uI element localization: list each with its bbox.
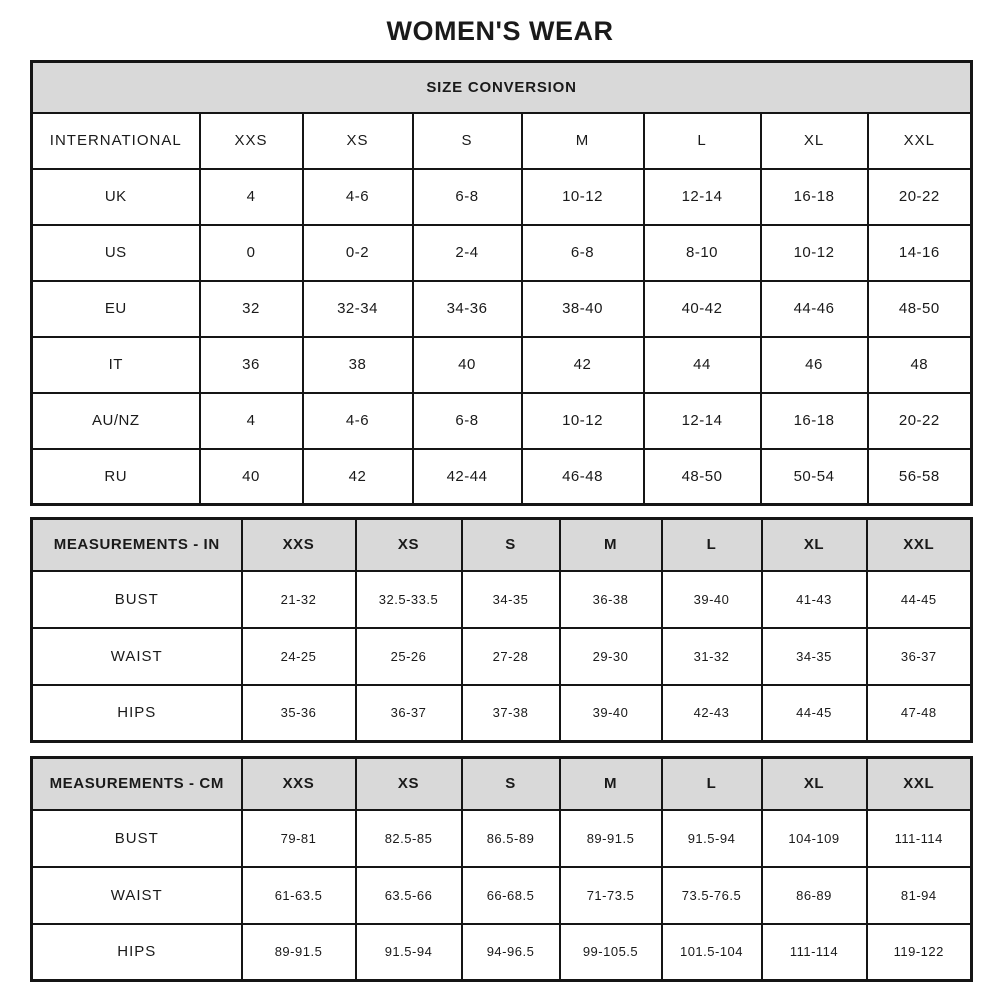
value-cell: 12-14 xyxy=(644,393,761,449)
value-cell: 4-6 xyxy=(303,393,413,449)
value-cell: 6-8 xyxy=(413,393,522,449)
size-header-cell: XXS xyxy=(200,113,303,169)
value-cell: 6-8 xyxy=(522,225,644,281)
value-cell: 0-2 xyxy=(303,225,413,281)
row-label-cell: US xyxy=(32,225,200,281)
size-conversion-banner-row xyxy=(32,62,972,113)
value-cell: 46-48 xyxy=(522,449,644,505)
value-cell: 10-12 xyxy=(522,393,644,449)
value-cell: 119-122 xyxy=(867,924,972,981)
value-cell: 82.5-85 xyxy=(356,810,462,867)
value-cell: 20-22 xyxy=(868,393,972,449)
row-label-cell: BUST xyxy=(32,810,242,867)
table-row xyxy=(32,924,972,981)
row-label-cell: WAIST xyxy=(32,867,242,924)
value-cell: 4 xyxy=(200,393,303,449)
size-header-cell: XXS xyxy=(242,758,356,810)
measurements-cm-body xyxy=(32,810,972,981)
value-cell: 24-25 xyxy=(242,628,356,685)
size-header-cell: M xyxy=(522,113,644,169)
row-label-cell: BUST xyxy=(32,571,242,628)
value-cell: 44-45 xyxy=(762,685,867,742)
size-conversion-table xyxy=(30,60,973,506)
value-cell: 34-36 xyxy=(413,281,522,337)
measurements-in-table xyxy=(30,517,973,743)
value-cell: 27-28 xyxy=(462,628,560,685)
value-cell: 36-37 xyxy=(867,628,972,685)
value-cell: 29-30 xyxy=(560,628,662,685)
value-cell: 16-18 xyxy=(761,393,868,449)
table-row xyxy=(32,449,972,505)
value-cell: 48-50 xyxy=(644,449,761,505)
size-header-cell: XXS xyxy=(242,519,356,571)
value-cell: 10-12 xyxy=(522,169,644,225)
table-row xyxy=(32,810,972,867)
size-header-cell: M xyxy=(560,519,662,571)
row-label-cell: UK xyxy=(32,169,200,225)
value-cell: 16-18 xyxy=(761,169,868,225)
value-cell: 32 xyxy=(200,281,303,337)
value-cell: 41-43 xyxy=(762,571,867,628)
value-cell: 4 xyxy=(200,169,303,225)
value-cell: 35-36 xyxy=(242,685,356,742)
value-cell: 86-89 xyxy=(762,867,867,924)
size-header-cell: XS xyxy=(356,519,462,571)
value-cell: 4-6 xyxy=(303,169,413,225)
measurements-cm-header-row xyxy=(32,758,972,810)
value-cell: 81-94 xyxy=(867,867,972,924)
value-cell: 36 xyxy=(200,337,303,393)
measurements-cm-table xyxy=(30,756,973,982)
value-cell: 32-34 xyxy=(303,281,413,337)
value-cell: 94-96.5 xyxy=(462,924,560,981)
value-cell: 20-22 xyxy=(868,169,972,225)
value-cell: 47-48 xyxy=(867,685,972,742)
table-row xyxy=(32,337,972,393)
value-cell: 91.5-94 xyxy=(662,810,762,867)
row-label-cell: EU xyxy=(32,281,200,337)
value-cell: 21-32 xyxy=(242,571,356,628)
value-cell: 86.5-89 xyxy=(462,810,560,867)
value-cell: 37-38 xyxy=(462,685,560,742)
value-cell: 44 xyxy=(644,337,761,393)
value-cell: 42 xyxy=(303,449,413,505)
value-cell: 48-50 xyxy=(868,281,972,337)
size-header-cell: XXL xyxy=(867,758,972,810)
value-cell: 89-91.5 xyxy=(560,810,662,867)
size-header-cell: S xyxy=(413,113,522,169)
value-cell: 38 xyxy=(303,337,413,393)
value-cell: 10-12 xyxy=(761,225,868,281)
value-cell: 44-45 xyxy=(867,571,972,628)
table-row xyxy=(32,685,972,742)
value-cell: 39-40 xyxy=(560,685,662,742)
size-header-cell: S xyxy=(462,758,560,810)
size-header-cell: XL xyxy=(762,519,867,571)
size-header-cell: S xyxy=(462,519,560,571)
table-row xyxy=(32,281,972,337)
value-cell: 40 xyxy=(413,337,522,393)
size-conversion-body xyxy=(32,169,972,505)
size-header-cell: XS xyxy=(356,758,462,810)
value-cell: 71-73.5 xyxy=(560,867,662,924)
value-cell: 36-37 xyxy=(356,685,462,742)
value-cell: 61-63.5 xyxy=(242,867,356,924)
size-header-cell: XS xyxy=(303,113,413,169)
value-cell: 79-81 xyxy=(242,810,356,867)
value-cell: 34-35 xyxy=(462,571,560,628)
value-cell: 104-109 xyxy=(762,810,867,867)
value-cell: 48 xyxy=(868,337,972,393)
table-row xyxy=(32,867,972,924)
table-row xyxy=(32,393,972,449)
table-row xyxy=(32,169,972,225)
size-header-cell: XL xyxy=(762,758,867,810)
value-cell: 89-91.5 xyxy=(242,924,356,981)
value-cell: 2-4 xyxy=(413,225,522,281)
header-label-cell: MEASUREMENTS - CM xyxy=(32,758,242,810)
value-cell: 40-42 xyxy=(644,281,761,337)
value-cell: 32.5-33.5 xyxy=(356,571,462,628)
row-label-cell: HIPS xyxy=(32,685,242,742)
value-cell: 12-14 xyxy=(644,169,761,225)
row-label-cell: RU xyxy=(32,449,200,505)
value-cell: 40 xyxy=(200,449,303,505)
size-header-cell: XL xyxy=(761,113,868,169)
value-cell: 38-40 xyxy=(522,281,644,337)
value-cell: 31-32 xyxy=(662,628,762,685)
size-header-cell: L xyxy=(662,519,762,571)
value-cell: 42-44 xyxy=(413,449,522,505)
value-cell: 73.5-76.5 xyxy=(662,867,762,924)
measurements-in-body xyxy=(32,571,972,742)
value-cell: 101.5-104 xyxy=(662,924,762,981)
value-cell: 34-35 xyxy=(762,628,867,685)
value-cell: 50-54 xyxy=(761,449,868,505)
value-cell: 56-58 xyxy=(868,449,972,505)
measurements-in-head xyxy=(32,519,972,571)
table-row xyxy=(32,628,972,685)
row-label-cell: WAIST xyxy=(32,628,242,685)
value-cell: 99-105.5 xyxy=(560,924,662,981)
value-cell: 42-43 xyxy=(662,685,762,742)
value-cell: 39-40 xyxy=(662,571,762,628)
value-cell: 91.5-94 xyxy=(356,924,462,981)
value-cell: 6-8 xyxy=(413,169,522,225)
value-cell: 36-38 xyxy=(560,571,662,628)
value-cell: 63.5-66 xyxy=(356,867,462,924)
measurements-cm-head xyxy=(32,758,972,810)
value-cell: 42 xyxy=(522,337,644,393)
size-conversion-head xyxy=(32,62,972,169)
measurements-in-header-row xyxy=(32,519,972,571)
table-row xyxy=(32,571,972,628)
size-header-cell: XXL xyxy=(867,519,972,571)
size-conversion-header-row xyxy=(32,113,972,169)
value-cell: 14-16 xyxy=(868,225,972,281)
value-cell: 8-10 xyxy=(644,225,761,281)
row-label-cell: AU/NZ xyxy=(32,393,200,449)
page-title: WOMEN'S WEAR xyxy=(386,16,614,46)
size-header-cell: L xyxy=(644,113,761,169)
header-label-cell: INTERNATIONAL xyxy=(32,113,200,169)
value-cell: 25-26 xyxy=(356,628,462,685)
value-cell: 46 xyxy=(761,337,868,393)
header-label-cell: MEASUREMENTS - IN xyxy=(32,519,242,571)
value-cell: 44-46 xyxy=(761,281,868,337)
size-header-cell: XXL xyxy=(868,113,972,169)
size-conversion-banner: SIZE CONVERSION xyxy=(32,62,972,113)
value-cell: 0 xyxy=(200,225,303,281)
size-header-cell: L xyxy=(662,758,762,810)
table-row xyxy=(32,225,972,281)
value-cell: 111-114 xyxy=(867,810,972,867)
value-cell: 111-114 xyxy=(762,924,867,981)
row-label-cell: HIPS xyxy=(32,924,242,981)
size-header-cell: M xyxy=(560,758,662,810)
value-cell: 66-68.5 xyxy=(462,867,560,924)
row-label-cell: IT xyxy=(32,337,200,393)
